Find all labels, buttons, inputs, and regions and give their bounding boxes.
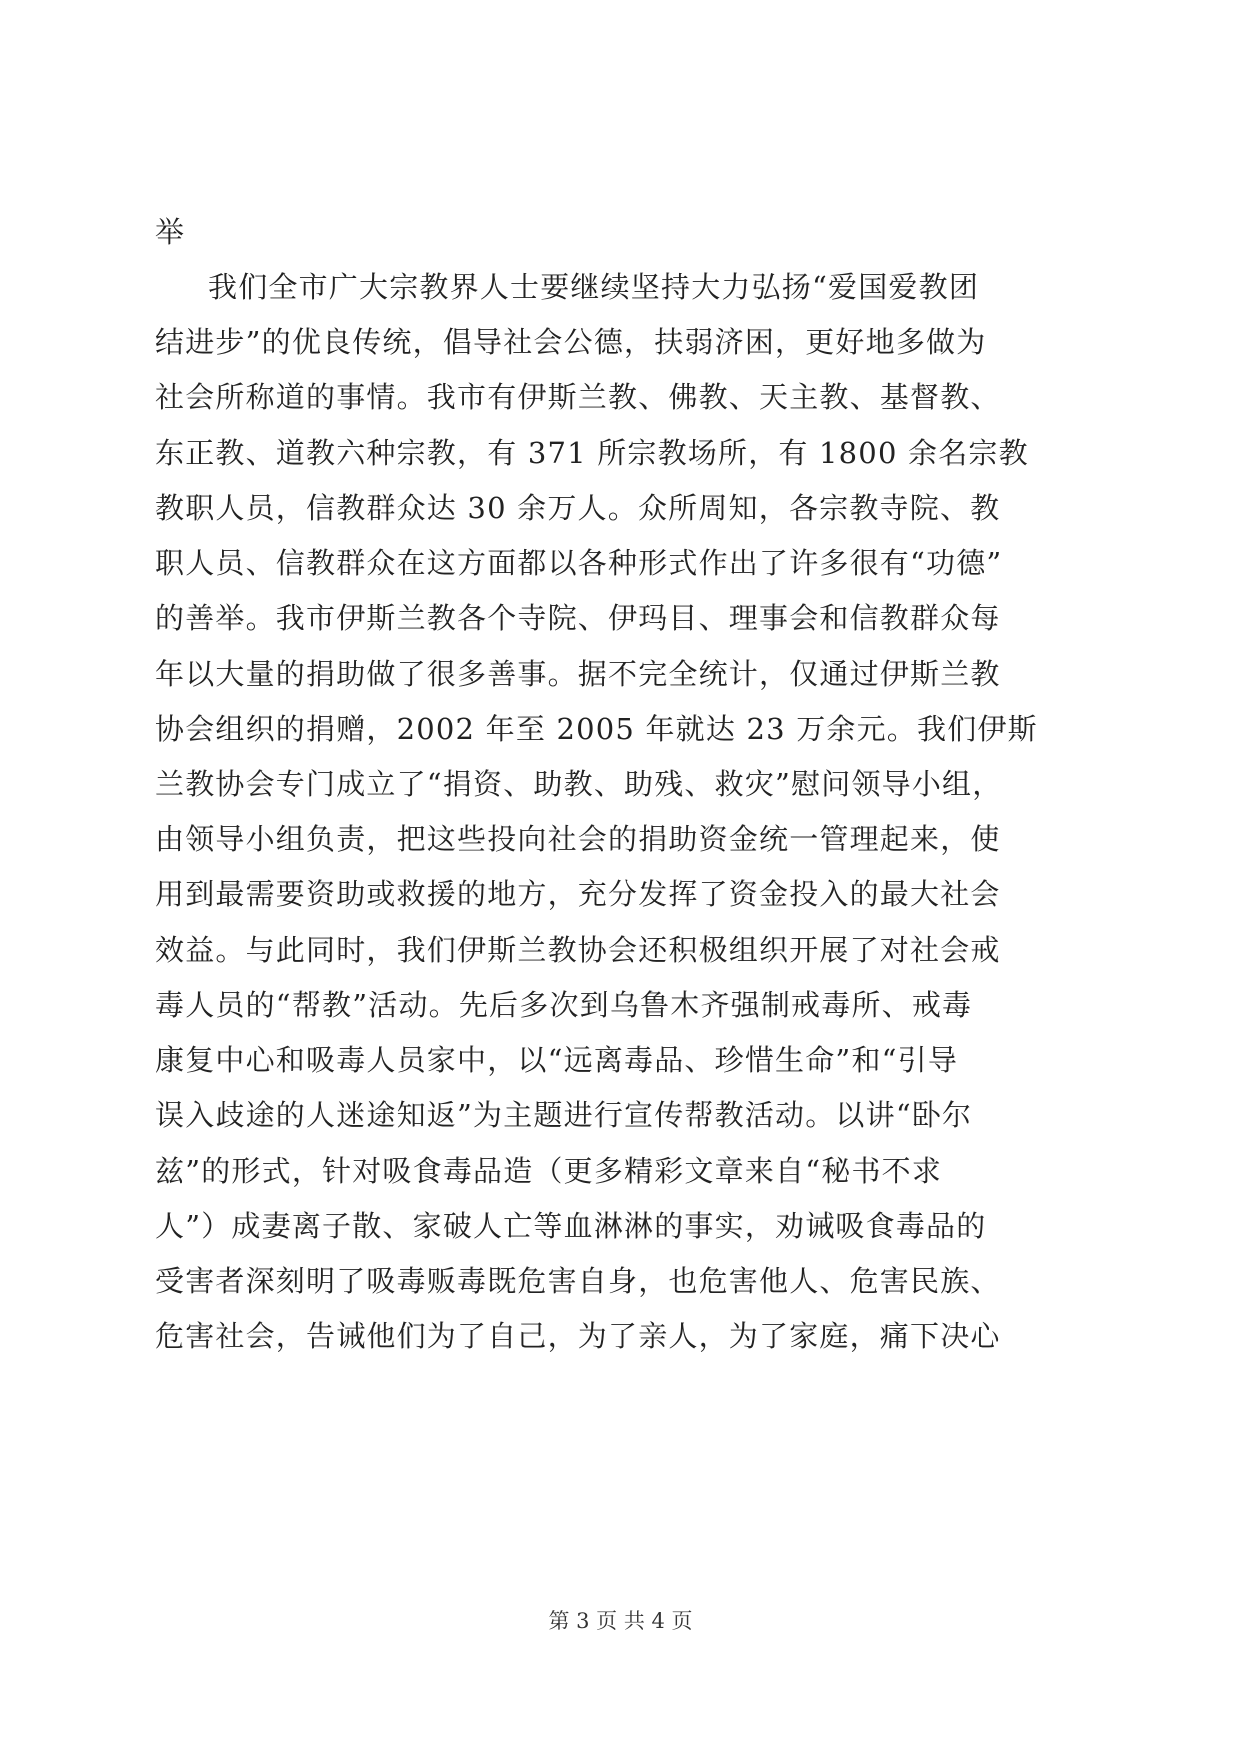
text-line: 社会所称道的事情。我市有伊斯兰教、佛教、天主教、基督教、 (155, 380, 1001, 414)
text-line: 教职人员，信教群众达 30 余万人。众所周知，各宗教寺院、教 (155, 491, 1001, 525)
text-line: 人”）成妻离子散、家破人亡等血淋淋的事实，劝诫吸食毒品的 (155, 1209, 987, 1243)
text-line: 由领导小组负责，把这些投向社会的捐助资金统一管理起来，使 (155, 822, 1001, 856)
text-line: 职人员、信教群众在这方面都以各种形式作出了许多很有“功德” (155, 546, 1003, 580)
text-line: 兹”的形式，针对吸食毒品造（更多精彩文章来自“秘书不求 (155, 1154, 943, 1188)
text-line: 效益。与此同时，我们伊斯兰教协会还积极组织开展了对社会戒 (155, 933, 1001, 967)
paragraph-first-line: 我们全市广大宗教界人士要继续坚持大力弘扬“爱国爱教团 (208, 270, 980, 304)
text-line: 举 (155, 215, 186, 249)
text-line: 毒人员的“帮教”活动。先后多次到乌鲁木齐强制戒毒所、戒毒 (155, 988, 973, 1022)
text-line: 受害者深刻明了吸毒贩毒既危害自身，也危害他人、危害民族、 (155, 1264, 1001, 1298)
text-line: 年以大量的捐助做了很多善事。据不完全统计，仅通过伊斯兰教 (155, 657, 1001, 691)
text-line: 东正教、道教六种宗教，有 371 所宗教场所，有 1800 余名宗教 (155, 436, 1029, 470)
text-line: 协会组织的捐赠，2002 年至 2005 年就达 23 万余元。我们伊斯 (155, 712, 1038, 746)
text-line: 结进步”的优良传统，倡导社会公德，扶弱济困，更好地多做为 (155, 325, 987, 359)
text-line: 兰教协会专门成立了“捐资、助教、助残、救灾”慰问领导小组， (155, 767, 1003, 801)
text-line: 康复中心和吸毒人员家中，以“远离毒品、珍惜生命”和“引导 (155, 1043, 959, 1077)
text-line: 误入歧途的人迷途知返”为主题进行宣传帮教活动。以讲“卧尔 (155, 1098, 973, 1132)
text-line: 用到最需要资助或救援的地方，充分发挥了资金投入的最大社会 (155, 877, 1001, 911)
text-line: 的善举。我市伊斯兰教各个寺院、伊玛目、理事会和信教群众每 (155, 601, 1001, 635)
page-number-footer: 第 3 页 共 4 页 (548, 1609, 693, 1633)
text-line: 危害社会，告诫他们为了自己，为了亲人，为了家庭，痛下决心 (155, 1319, 1001, 1353)
